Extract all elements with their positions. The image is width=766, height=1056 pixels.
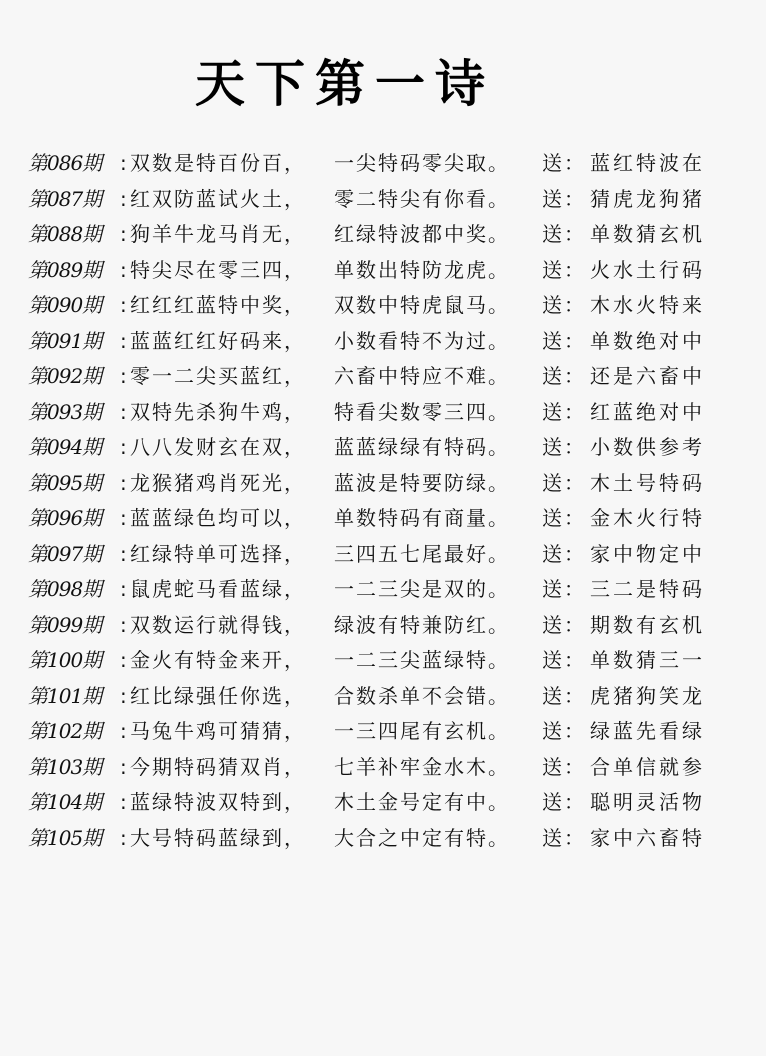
gift-text: 家中物定中: [590, 541, 705, 566]
separator-colon: :: [120, 364, 127, 388]
period-label: 第094期: [28, 435, 102, 459]
verse-line-1: 今期特码猜双肖，: [130, 754, 306, 779]
verse-line-2: 绿波有特兼防红。: [334, 612, 510, 637]
verse-line-2: 单数出特防龙虎。: [334, 257, 510, 282]
verse-row: [28, 537, 754, 573]
verse-row: [28, 182, 754, 218]
verse-line-2: 小数看特不为过。: [334, 328, 510, 353]
verse-line-2: 蓝蓝绿绿有特码。: [334, 435, 510, 459]
gift-text: 火水土行码: [590, 257, 705, 282]
separator-colon: :: [120, 825, 127, 850]
send-label: 送：: [542, 364, 586, 388]
verse-line-2: 三四五七尾最好。: [334, 541, 510, 566]
verse-line-1: 红比绿强任你选，: [130, 683, 306, 708]
send-label: 送：: [542, 222, 586, 246]
gift-text: 单数绝对中: [590, 328, 705, 353]
verse-line-2: 一二三尖蓝绿特。: [334, 648, 510, 672]
verse-row: [28, 359, 754, 395]
verse-row: [28, 750, 754, 786]
verse-line-1: 红双防蓝试火土，: [130, 186, 306, 211]
period-label: 第086期: [28, 151, 102, 175]
period-label: 第103期: [28, 754, 102, 779]
period-label: 第095期: [28, 470, 102, 495]
period-label: 第093期: [28, 399, 102, 424]
verse-row: [28, 217, 754, 253]
verse-row: [28, 714, 754, 750]
separator-colon: :: [120, 151, 127, 175]
verse-line-2: 七羊补牢金水木。: [334, 754, 510, 779]
verse-row: [28, 501, 754, 537]
period-label: 第096期: [28, 506, 102, 530]
verse-row: [28, 572, 754, 608]
verse-line-2: 合数杀单不会错。: [334, 683, 510, 708]
verse-line-1: 双数运行就得钱，: [130, 612, 306, 637]
send-label: 送：: [542, 541, 586, 566]
verse-row: [28, 288, 754, 324]
period-label: 第090期: [28, 293, 102, 317]
verse-row: [28, 679, 754, 715]
verse-line-2: 红绿特波都中奖。: [334, 222, 510, 246]
separator-colon: :: [120, 257, 127, 282]
separator-colon: :: [120, 648, 127, 672]
verse-line-1: 蓝蓝绿色均可以，: [130, 506, 306, 530]
separator-colon: :: [120, 399, 127, 424]
gift-text: 虎猪狗笑龙: [590, 683, 705, 708]
gift-text: 小数供参考: [590, 435, 705, 459]
period-label: 第101期: [28, 683, 102, 708]
verse-line-2: 大合之中定有特。: [334, 825, 510, 850]
send-label: 送：: [542, 151, 586, 175]
verse-row: [28, 466, 754, 502]
period-label: 第102期: [28, 719, 102, 743]
period-label: 第104期: [28, 790, 102, 814]
separator-colon: :: [120, 683, 127, 708]
separator-colon: :: [120, 790, 127, 814]
separator-colon: :: [120, 186, 127, 211]
verse-line-2: 木土金号定有中。: [334, 790, 510, 814]
verse-line-2: 双数中特虎鼠马。: [334, 293, 510, 317]
verse-row: [28, 146, 754, 182]
verse-line-1: 大号特码蓝绿到，: [130, 825, 306, 850]
verse-line-1: 红红红蓝特中奖，: [130, 293, 306, 317]
verse-line-1: 八八发财玄在双，: [130, 435, 306, 459]
gift-text: 木水火特来: [590, 293, 705, 317]
send-label: 送：: [542, 399, 586, 424]
send-label: 送：: [542, 470, 586, 495]
period-label: 第088期: [28, 222, 102, 246]
send-label: 送：: [542, 612, 586, 637]
gift-text: 合单信就参: [590, 754, 705, 779]
verse-line-2: 一三四尾有玄机。: [334, 719, 510, 743]
send-label: 送：: [542, 825, 586, 850]
send-label: 送：: [542, 186, 586, 211]
verse-line-1: 狗羊牛龙马肖无，: [130, 222, 306, 246]
send-label: 送：: [542, 328, 586, 353]
send-label: 送：: [542, 577, 586, 601]
period-label: 第091期: [28, 328, 102, 353]
send-label: 送：: [542, 754, 586, 779]
verse-line-1: 双特先杀狗牛鸡，: [130, 399, 306, 424]
verse-line-1: 蓝蓝红红好码来，: [130, 328, 306, 353]
verse-line-1: 特尖尽在零三四，: [130, 257, 306, 282]
period-label: 第100期: [28, 648, 102, 672]
verse-line-2: 一尖特码零尖取。: [334, 151, 510, 175]
period-label: 第087期: [28, 186, 102, 211]
send-label: 送：: [542, 257, 586, 282]
send-label: 送：: [542, 648, 586, 672]
verse-line-2: 零二特尖有你看。: [334, 186, 510, 211]
separator-colon: :: [120, 470, 127, 495]
verse-line-1: 红绿特单可选择，: [130, 541, 306, 566]
separator-colon: :: [120, 719, 127, 743]
period-label: 第092期: [28, 364, 102, 388]
gift-text: 聪明灵活物: [590, 790, 705, 814]
gift-text: 金木火行特: [590, 506, 705, 530]
verse-row: [28, 324, 754, 360]
period-label: 第089期: [28, 257, 102, 282]
verse-line-1: 龙猴猪鸡肖死光，: [130, 470, 306, 495]
gift-text: 蓝红特波在: [590, 151, 705, 175]
separator-colon: :: [120, 435, 127, 459]
verse-line-2: 六畜中特应不难。: [334, 364, 510, 388]
send-label: 送：: [542, 506, 586, 530]
gift-text: 三二是特码: [590, 577, 705, 601]
period-label: 第098期: [28, 577, 102, 601]
verse-list: [28, 146, 754, 856]
verse-line-1: 鼠虎蛇马看蓝绿，: [130, 577, 306, 601]
gift-text: 期数有玄机: [590, 612, 705, 637]
gift-text: 木土号特码: [590, 470, 705, 495]
gift-text: 还是六畜中: [590, 364, 705, 388]
send-label: 送：: [542, 293, 586, 317]
separator-colon: :: [120, 222, 127, 246]
gift-text: 家中六畜特: [590, 825, 705, 850]
verse-row: [28, 395, 754, 431]
gift-text: 绿蓝先看绿: [590, 719, 705, 743]
verse-line-1: 零一二尖买蓝红，: [130, 364, 306, 388]
verse-line-2: 特看尖数零三四。: [334, 399, 510, 424]
gift-text: 猜虎龙狗猪: [590, 186, 705, 211]
verse-line-1: 蓝绿特波双特到，: [130, 790, 306, 814]
send-label: 送：: [542, 790, 586, 814]
separator-colon: :: [120, 293, 127, 317]
verse-line-2: 蓝波是特要防绿。: [334, 470, 510, 495]
verse-line-2: 单数特码有商量。: [334, 506, 510, 530]
verse-row: [28, 643, 754, 679]
page-title: 天下第一诗: [195, 54, 495, 113]
period-label: 第097期: [28, 541, 102, 566]
separator-colon: :: [120, 754, 127, 779]
verse-row: [28, 821, 754, 857]
verse-line-2: 一二三尖是双的。: [334, 577, 510, 601]
verse-row: [28, 253, 754, 289]
separator-colon: :: [120, 328, 127, 353]
separator-colon: :: [120, 612, 127, 637]
separator-colon: :: [120, 506, 127, 530]
period-label: 第099期: [28, 612, 102, 637]
verse-line-1: 马兔牛鸡可猜猜，: [130, 719, 306, 743]
verse-line-1: 双数是特百份百，: [130, 151, 306, 175]
gift-text: 红蓝绝对中: [590, 399, 705, 424]
send-label: 送：: [542, 683, 586, 708]
gift-text: 单数猜三一: [590, 648, 705, 672]
verse-line-1: 金火有特金来开，: [130, 648, 306, 672]
separator-colon: :: [120, 541, 127, 566]
separator-colon: :: [120, 577, 127, 601]
send-label: 送：: [542, 435, 586, 459]
gift-text: 单数猜玄机: [590, 222, 705, 246]
verse-row: [28, 608, 754, 644]
period-label: 第105期: [28, 825, 102, 850]
verse-row: [28, 785, 754, 821]
verse-row: [28, 430, 754, 466]
send-label: 送：: [542, 719, 586, 743]
